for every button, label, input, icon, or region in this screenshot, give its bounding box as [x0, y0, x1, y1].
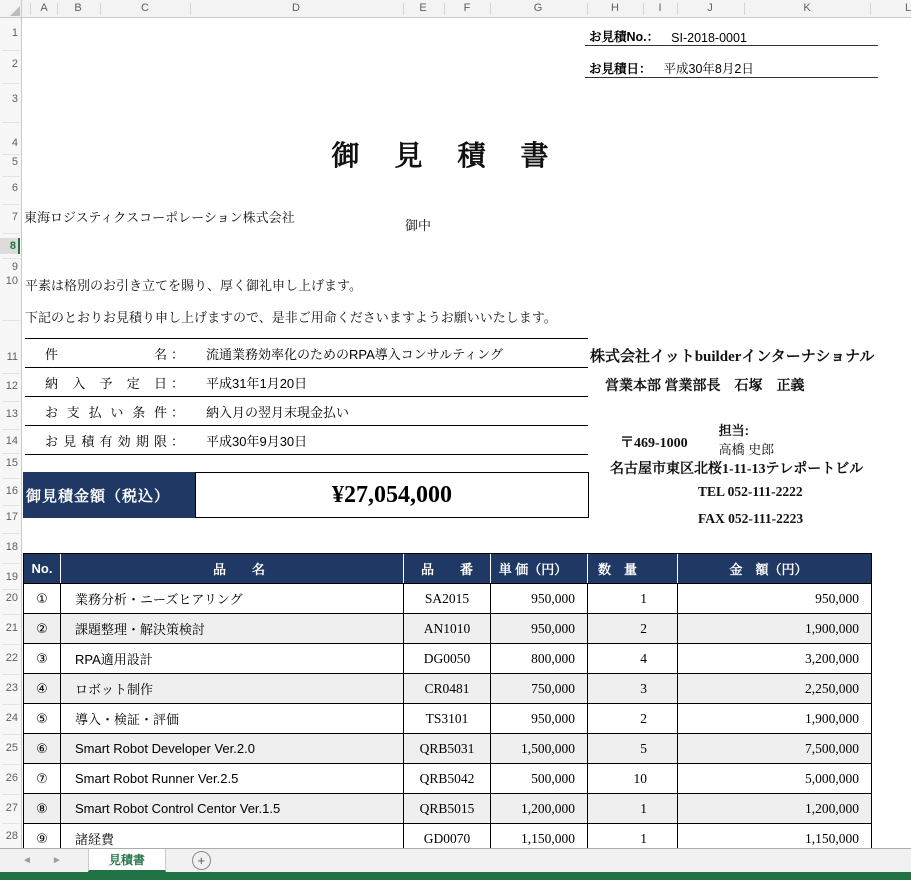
cell-item-name[interactable]: Smart Robot Runner Ver.2.5 [61, 764, 404, 793]
table-row[interactable] [24, 734, 871, 764]
add-sheet-button[interactable]: + [192, 851, 211, 870]
row-headers[interactable] [0, 18, 22, 848]
row-number[interactable]: 1 [11, 27, 18, 39]
row-number[interactable]: 28 [5, 830, 18, 842]
row-separator [2, 674, 20, 675]
cell-amount[interactable]: 950,000 [815, 590, 859, 606]
field-colon: ： [171, 346, 185, 362]
field-row[interactable] [25, 426, 588, 455]
row-separator [2, 429, 20, 430]
column-letter[interactable]: A [40, 2, 48, 14]
next-sheet-icon[interactable]: ► [51, 855, 62, 866]
cell-item-no[interactable]: ⑦ [24, 764, 61, 793]
field-label: お見積有効期限 [45, 433, 167, 449]
column-letter[interactable]: K [803, 2, 811, 14]
table-row[interactable] [24, 794, 871, 824]
cell-qty[interactable]: 1 [588, 584, 678, 613]
cell-item-code[interactable]: QRB5031 [404, 734, 491, 763]
column-letter[interactable]: B [74, 2, 82, 14]
row-separator [2, 122, 20, 123]
header-cell-qty: 数 量 [588, 554, 678, 583]
column-separator [444, 3, 445, 15]
cell-item-no[interactable]: ⑧ [24, 794, 61, 823]
seller-company[interactable]: 株式会社イットbuilderインターナショナル [590, 349, 875, 365]
seller-contact-label: 担当: [718, 423, 750, 438]
cell-unit-price[interactable]: 1,500,000 [491, 734, 588, 763]
prev-sheet-icon[interactable]: ◄ [22, 855, 32, 866]
greeting-line-1: 平素は格別のお引き立てを賜り、厚く御礼申し上げます。 [25, 278, 362, 293]
total-amount-label[interactable]: 御見積金額（税込） [23, 472, 195, 518]
row-number[interactable]: 17 [5, 511, 18, 523]
column-letter[interactable]: C [141, 2, 149, 14]
row-separator [2, 204, 20, 205]
row-number[interactable]: 5 [11, 156, 18, 168]
row-number[interactable]: 6 [11, 182, 18, 194]
field-row[interactable] [25, 368, 588, 397]
row-number[interactable]: 27 [5, 802, 18, 814]
column-separator [587, 3, 588, 15]
seller-representative: 営業本部 営業部長 石塚 正義 [605, 379, 805, 394]
sheet-area[interactable] [22, 18, 911, 848]
row-separator [2, 644, 20, 645]
quote-date-line[interactable] [585, 58, 878, 78]
field-row[interactable] [25, 397, 588, 426]
row-separator [2, 154, 20, 155]
cell-item-name[interactable]: 課題整理・解決策検討 [61, 614, 404, 643]
cell-item-name[interactable]: 業務分析・ニーズヒアリング [61, 584, 404, 613]
cell-unit-price[interactable]: 1,200,000 [491, 794, 588, 823]
row-separator [2, 533, 20, 534]
row-separator [2, 563, 20, 564]
row-separator [2, 505, 20, 506]
header-cell-no: No. [24, 554, 61, 583]
row-separator [2, 704, 20, 705]
row-separator [2, 320, 20, 321]
column-letter[interactable]: I [658, 2, 662, 14]
table-row[interactable] [24, 584, 871, 614]
row-separator [2, 589, 20, 590]
cell-item-code[interactable]: AN1010 [404, 614, 491, 643]
customer-honorific: 御中 [405, 218, 432, 233]
column-separator [403, 3, 404, 15]
cell-unit-price[interactable]: 950,000 [491, 614, 588, 643]
quote-number-line[interactable] [585, 26, 878, 46]
customer-name[interactable]: 東海ロジスティクスコーポレーション株式会社 [24, 210, 295, 225]
cell-qty[interactable]: 1 [588, 794, 678, 823]
column-separator [30, 3, 31, 15]
document-title: 御 見 積 書 [331, 141, 563, 172]
row-number[interactable]: 14 [5, 435, 18, 447]
column-letter[interactable]: L [904, 2, 911, 14]
cell-item-name[interactable]: RPA適用設計 [61, 644, 404, 673]
items-table [23, 553, 872, 848]
row-separator [2, 50, 20, 51]
cell-unit-price[interactable]: 1,150,000 [491, 824, 588, 848]
cell-item-code[interactable]: GD0070 [404, 824, 491, 848]
row-number[interactable]: 11 [6, 351, 18, 363]
cell-item-code[interactable]: CR0481 [404, 674, 491, 703]
cell-item-code[interactable]: TS3101 [404, 704, 491, 733]
row-number[interactable]: 24 [5, 712, 18, 724]
row-number[interactable]: 22 [5, 652, 18, 664]
row-number[interactable]: 2 [11, 58, 18, 70]
row-number[interactable]: 19 [5, 571, 18, 583]
row-separator [2, 233, 20, 234]
seller-contact-name: 高橋 史郎 [718, 442, 775, 457]
column-separator [100, 3, 101, 15]
field-label: お支払い条件 [45, 404, 167, 420]
cell-item-name[interactable]: 導入・検証・評価 [61, 704, 404, 733]
row-number[interactable]: 18 [5, 541, 18, 553]
cell-amount[interactable]: 1,150,000 [805, 830, 859, 846]
column-separator [677, 3, 678, 15]
header-cell-name: 品 名 [61, 554, 404, 583]
row-separator [2, 258, 20, 259]
seller-address: 名古屋市東区北桜1-11-13テレポートビル [610, 462, 864, 477]
cell-unit-price[interactable]: 950,000 [491, 704, 588, 733]
cell-unit-price[interactable]: 950,000 [491, 584, 588, 613]
row-separator [2, 764, 20, 765]
cell-qty[interactable]: 5 [588, 734, 678, 763]
quote-fields [25, 338, 588, 455]
cell-item-no[interactable]: ⑥ [24, 734, 61, 763]
column-letter[interactable]: H [611, 2, 619, 14]
column-separator [490, 3, 491, 15]
table-row[interactable] [24, 644, 871, 674]
table-row[interactable] [24, 704, 871, 734]
cell-amount[interactable]: 3,200,000 [805, 650, 859, 666]
cell-item-no[interactable]: ⑤ [24, 704, 61, 733]
row-separator [2, 401, 20, 402]
cell-item-name[interactable]: Smart Robot Developer Ver.2.0 [61, 734, 404, 763]
tab-quotation-sheet[interactable]: 見積書 [88, 849, 166, 872]
field-colon: ： [171, 404, 185, 420]
row-number[interactable]: 26 [5, 772, 18, 784]
row-number[interactable]: 20 [5, 592, 18, 604]
cell-item-no[interactable]: ① [24, 584, 61, 613]
row-number[interactable]: 12 [5, 380, 18, 392]
field-row[interactable] [25, 339, 588, 368]
row-separator [2, 478, 20, 479]
cell-item-code[interactable]: SA2015 [404, 584, 491, 613]
cell-qty[interactable]: 10 [588, 764, 678, 793]
column-separator [643, 3, 644, 15]
sheet-tab-bar [0, 848, 911, 872]
row-number[interactable]: 8 [0, 238, 20, 254]
row-number[interactable]: 9 [11, 261, 18, 273]
cell-item-code[interactable]: DG0050 [404, 644, 491, 673]
row-separator [2, 373, 20, 374]
seller-postal: 〒469-1000 [620, 436, 688, 451]
cell-amount[interactable]: 5,000,000 [805, 770, 859, 786]
row-separator [2, 453, 20, 454]
field-value: 流通業務効率化のためのRPA導入コンサルティング [206, 346, 503, 362]
cell-amount[interactable]: 7,500,000 [805, 740, 859, 756]
cell-qty[interactable]: 3 [588, 674, 678, 703]
column-letter[interactable]: J [707, 2, 713, 14]
field-value: 平成31年1月20日 [206, 375, 308, 391]
cell-item-no[interactable]: ④ [24, 674, 61, 703]
header-cell-code: 品 番 [404, 554, 491, 583]
row-number[interactable]: 16 [5, 485, 18, 497]
row-number[interactable]: 23 [5, 682, 18, 694]
header-cell-amount: 金 額（円） [729, 562, 808, 577]
greeting-line-2: 下記のとおりお見積り申し上げますので、是非ご用命くださいますようお願いいたします。 [25, 310, 557, 325]
column-separator [57, 3, 58, 15]
row-separator [2, 794, 20, 795]
cell-item-code[interactable]: QRB5015 [404, 794, 491, 823]
column-letter[interactable]: D [292, 2, 300, 14]
cell-qty[interactable]: 4 [588, 644, 678, 673]
cell-unit-price[interactable]: 750,000 [491, 674, 588, 703]
cell-item-no[interactable]: ⑨ [24, 824, 61, 848]
cell-amount[interactable]: 1,200,000 [805, 800, 859, 816]
cell-qty[interactable]: 2 [588, 704, 678, 733]
row-separator [2, 614, 20, 615]
quote-number-label: お見積No.： [589, 30, 660, 44]
cell-unit-price[interactable]: 800,000 [491, 644, 588, 673]
field-colon: ： [171, 433, 185, 449]
row-number[interactable]: 13 [5, 408, 18, 420]
table-row[interactable] [24, 764, 871, 794]
cell-unit-price[interactable]: 500,000 [491, 764, 588, 793]
column-letter[interactable]: G [533, 2, 543, 14]
row-number[interactable]: 10 [5, 275, 18, 287]
table-row[interactable] [24, 674, 871, 704]
row-separator [2, 823, 20, 824]
cell-qty[interactable]: 1 [588, 824, 678, 848]
field-colon: ： [171, 375, 185, 391]
quote-date-label: お見積日： [589, 62, 652, 76]
seller-tel: TEL 052-111-2222 [698, 484, 803, 499]
cell-amount[interactable]: 1,900,000 [805, 620, 859, 636]
field-label: 納入予定日 [45, 375, 167, 391]
field-value: 納入月の翌月末現金払い [206, 404, 350, 420]
status-bar [0, 872, 911, 880]
row-number[interactable]: 4 [11, 137, 18, 149]
cell-item-code[interactable]: QRB5042 [404, 764, 491, 793]
row-number[interactable]: 21 [5, 622, 18, 634]
quote-number-value: SI-2018-0001 [671, 31, 747, 45]
total-amount-value[interactable]: ¥27,054,000 [195, 472, 589, 518]
column-separator [870, 3, 871, 15]
row-number[interactable]: 7 [11, 211, 18, 223]
cell-item-name[interactable]: Smart Robot Control Centor Ver.1.5 [61, 794, 404, 823]
row-number[interactable]: 15 [5, 457, 18, 469]
cell-item-no[interactable]: ② [24, 614, 61, 643]
column-separator [190, 3, 191, 15]
cell-amount[interactable]: 2,250,000 [805, 680, 859, 696]
row-number[interactable]: 3 [11, 93, 18, 105]
table-row[interactable] [24, 824, 871, 848]
column-letter[interactable]: E [419, 2, 427, 14]
column-separator [744, 3, 745, 15]
column-headers[interactable] [22, 0, 911, 18]
cell-item-name[interactable]: 諸経費 [61, 824, 404, 848]
cell-item-no[interactable]: ③ [24, 644, 61, 673]
row-separator [2, 83, 20, 84]
column-letter[interactable]: F [463, 2, 471, 14]
table-header-row [24, 554, 871, 584]
row-separator [2, 176, 20, 177]
table-row[interactable] [24, 614, 871, 644]
select-all-corner[interactable] [0, 0, 22, 18]
row-separator [2, 734, 20, 735]
row-number[interactable]: 25 [5, 742, 18, 754]
seller-fax: FAX 052-111-2223 [698, 511, 804, 526]
quote-date-value: 平成30年8月2日 [663, 62, 754, 76]
cell-item-name[interactable]: ロボット制作 [61, 674, 404, 703]
field-label: 件名 [45, 346, 167, 362]
field-value: 平成30年9月30日 [206, 433, 308, 449]
cell-qty[interactable]: 2 [588, 614, 678, 643]
cell-amount[interactable]: 1,900,000 [805, 710, 859, 726]
header-cell-unit-price: 単 価（円） [491, 554, 588, 583]
